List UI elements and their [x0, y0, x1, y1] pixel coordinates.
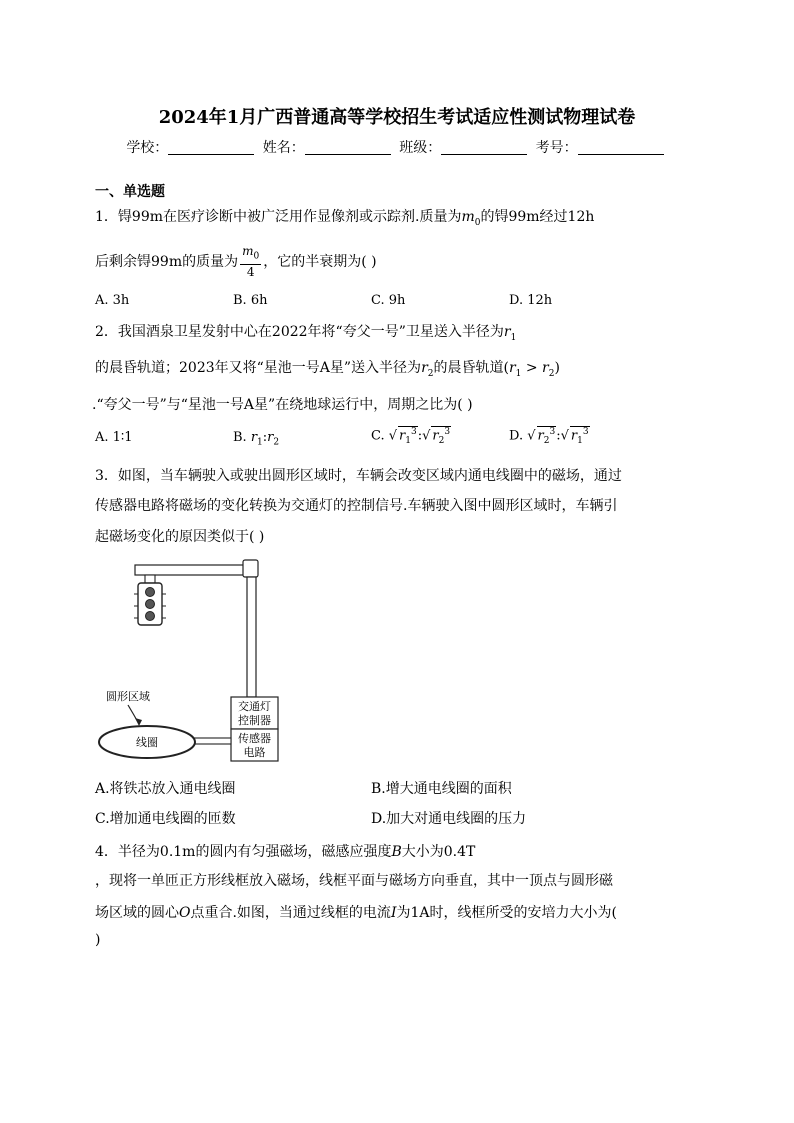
q4-line3: 场区域的圆心O点重合.如图，当通过线框的电流I为1A时，线框所受的安培力大小为( [95, 905, 617, 921]
q2-line1: 2．我国酒泉卫星发射中心在2022年将“夸父一号”卫星送入半径为$r_1$ [95, 324, 517, 343]
q1-option-c[interactable]: C. 9h [371, 293, 406, 308]
pole-arm [135, 565, 250, 575]
q3-option-a[interactable]: A.将铁芯放入通电线圈 [95, 781, 236, 797]
q4-line2: ，现将一单匝正方形线框放入磁场，线框平面与磁场方向垂直，其中一顶点与圆形磁 [95, 873, 613, 889]
name-blank[interactable] [305, 140, 391, 155]
class-blank[interactable] [441, 140, 527, 155]
q3-line2: 传感器电路将磁场的变化转换为交通灯的控制信号.车辆驶入图中圆形区域时，车辆引 [95, 498, 618, 514]
exam-number-blank[interactable] [578, 140, 664, 155]
section-title: 一、单选题 [95, 184, 165, 200]
name-label: 姓名： [262, 140, 305, 156]
q3-line1: 3．如图，当车辆驶入或驶出圆形区域时，车辆会改变区域内通电线圈中的磁场，通过 [95, 468, 622, 484]
red-light [146, 588, 155, 597]
light-hanger [145, 575, 155, 583]
school-blank[interactable] [168, 140, 254, 155]
vertical-pole [247, 577, 256, 697]
q4-line1: 4．半径为0.1m的圆内有匀强磁场，磁感应强度B大小为0.4T [95, 844, 476, 860]
student-info-row [0, 137, 794, 157]
page-title: 2024年1月广西普通高等学校招生考试适应性测试物理试卷 [158, 107, 636, 128]
q1-option-b[interactable]: B. 6h [233, 293, 268, 308]
q2-line3: .“夸父一号”与“星池一号A星”在绕地球运行中，周期之比为( ) [92, 397, 473, 413]
q1-line1: 1．锝99m在医疗诊断中被广泛用作显像剂或示踪剂.质量为$m_0$的锝99m经过12h [95, 209, 595, 228]
fraction: $\frac{m_0}{4}$ [242, 244, 260, 280]
coil-label: 线圈 [136, 736, 158, 749]
q1-option-a[interactable]: A. 3h [95, 293, 130, 308]
q4-line4: ) [95, 932, 101, 948]
q2-option-d[interactable]: D. √ $r_2^3:√$ $r_1^3$ [509, 427, 589, 446]
q2-option-c[interactable]: C. √ $r_1^3:√$ $r_2^3$ [371, 427, 451, 446]
region-label: 圆形区域 [106, 690, 150, 703]
yellow-light [146, 600, 155, 609]
q2-option-b[interactable]: B. $r_1:r_2$ [233, 430, 280, 448]
q2-line2: 的晨昏轨道；2023年又将“星池一号A星”送入半径为$r_2$的晨昏轨道$(r_1 > r_2)$ [95, 360, 560, 379]
arrow-head-icon [135, 718, 142, 726]
q3-option-c[interactable]: C.增加通电线圈的匝数 [95, 811, 236, 827]
sensor-label-1: 传感器 [238, 732, 271, 745]
cable [193, 738, 231, 744]
q2-option-a[interactable]: A. 1∶1 [95, 430, 133, 445]
school-label: 学校： [126, 140, 169, 156]
q3-option-d[interactable]: D.加大对通电线圈的压力 [371, 811, 527, 827]
traffic-light-figure [90, 555, 300, 765]
q3-option-b[interactable]: B.增大通电线圈的面积 [371, 781, 512, 797]
q1-line2: 后剩余锝99m的质量为 $\frac{m_0}{4}$ ，它的半衰期为( ) [95, 244, 377, 280]
controller-label-1: 交通灯 [238, 700, 271, 713]
pole-cap [243, 560, 258, 577]
sensor-label-2: 电路 [243, 746, 266, 759]
class-label: 班级： [399, 140, 442, 156]
q1-option-d[interactable]: D. 12h [509, 293, 553, 308]
exam-number-label: 考号： [535, 140, 578, 156]
controller-label-2: 控制器 [238, 714, 271, 727]
green-light [146, 612, 155, 621]
q3-line3: 起磁场变化的原因类似于( ) [95, 529, 265, 545]
